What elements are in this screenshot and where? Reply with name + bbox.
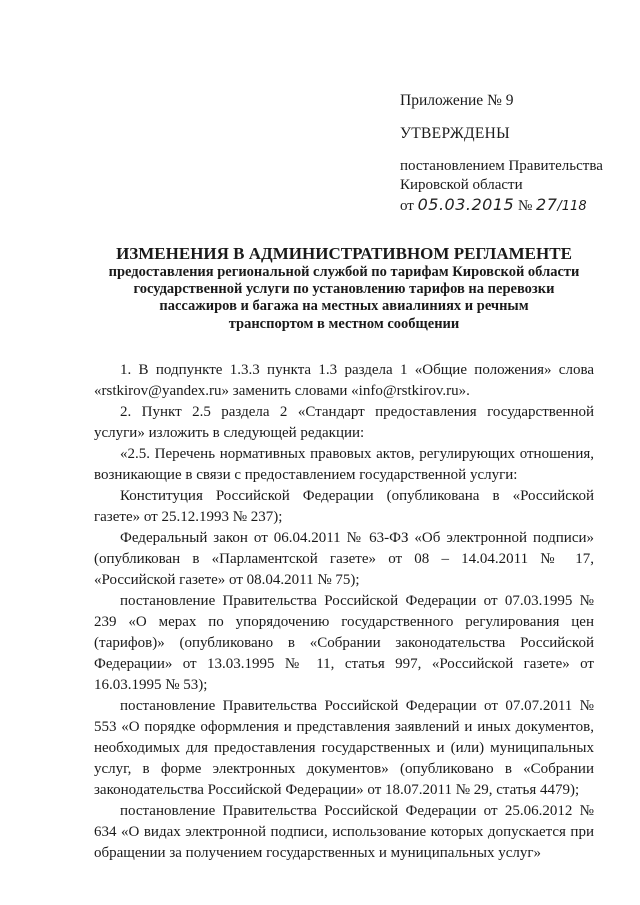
paragraph: постановление Правительства Российской Федерации от 07.03.1995 № 239 «О мерах по упорядочению государственного регулирования цен (тарифов)» (опубликовано в «Собрании законодательства Российской Федерации» от 13.03.1995 № 11, статья 997, «Российской газете» от 16.03.1995 № 53); — [94, 593, 594, 693]
appendix-label: Приложение № 9 — [400, 92, 514, 109]
number-sign: № — [517, 198, 533, 214]
decree-line-1: постановлением Правительства — [400, 158, 603, 174]
handwritten-date: 05.03.2015 — [417, 195, 515, 214]
document-body — [94, 360, 594, 864]
paragraph: «2.5. Перечень нормативных правовых актов, регулирующих отношения, возникающие в связи с предоставлением государственной услуги: — [94, 446, 594, 483]
paragraph: постановление Правительства Российской Федерации от 25.06.2012 № 634 «О видах электронной подписи, использование которых допускается при обращении за получением государственных и муниципальных услуг» — [94, 803, 594, 861]
decree-line-3 — [400, 195, 603, 216]
document-subtitle — [96, 264, 592, 333]
paragraph: постановление Правительства Российской Федерации от 07.07.2011 № 553 «О порядке оформления и представления заявлений и иных документов, необходимых для предоставления государственных и (или) муниципальных услуг, в форме электронных документов» (опубликовано в «Собрании законодательства Российской Федерации» от 18.07.2011 № 29, статья 4479); — [94, 698, 594, 798]
subtitle-line: предоставления региональной службой по тарифам Кировской области — [108, 264, 580, 280]
paragraph: Федеральный закон от 06.04.2011 № 63-ФЗ «Об электронной подписи» (опубликован в «Парламентской газете» от 08 – 14.04.2011 № 17, «Российской газете» от 08.04.2011 № 75); — [94, 530, 594, 588]
decree-reference — [400, 157, 603, 216]
paragraph: 2. Пункт 2.5 раздела 2 «Стандарт предоставления государственной услуги» изложить в следующей редакции: — [94, 404, 594, 441]
handwritten-number-suffix: /118 — [557, 199, 587, 214]
handwritten-number: 27 — [536, 195, 558, 214]
paragraph: 1. В подпункте 1.3.3 пункта 1.3 раздела 1 «Общие положения» слова «rstkirov@yandex.ru» заменить словами «info@rstkirov.ru». — [94, 362, 594, 399]
document-title: ИЗМЕНЕНИЯ В АДМИНИСТРАТИВНОМ РЕГЛАМЕНТЕ — [116, 244, 572, 263]
decree-prefix: от — [400, 198, 414, 214]
subtitle-line: пассажиров и багажа на местных авиалиниях и речным — [159, 298, 529, 315]
subtitle-line: государственной услуги по установлению тарифов на перевозки — [133, 281, 555, 298]
subtitle-line: транспортом в местном сообщении — [228, 315, 460, 332]
paragraph: Конституция Российской Федерации (опубликована в «Российской газете» от 25.12.1993 № 237); — [94, 488, 594, 525]
approved-label: УТВЕРЖДЕНЫ — [400, 125, 510, 142]
decree-line-2: Кировской области — [400, 177, 523, 193]
